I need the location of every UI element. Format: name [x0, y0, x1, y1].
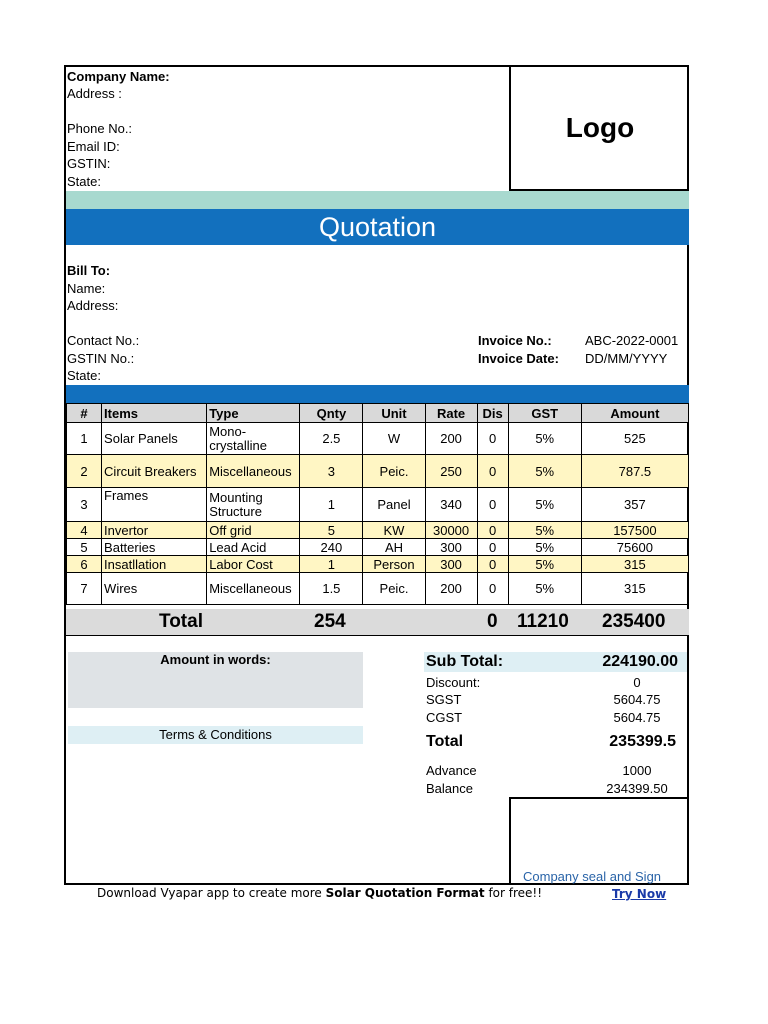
table-row	[67, 539, 689, 556]
cell-type: Miscellaneous	[207, 573, 300, 605]
sgst-label: SGST	[426, 692, 462, 707]
grand-total-label: Total	[426, 733, 464, 750]
cell-amount: 75600	[581, 539, 688, 556]
company-gstin-label: GSTIN:	[67, 156, 111, 171]
col-header-amount: Amount	[581, 404, 688, 423]
cell-gst: 5%	[508, 556, 581, 573]
cell-item: Insatllation	[102, 556, 207, 573]
cell-gst: 5%	[508, 539, 581, 556]
col-header-type: Type	[207, 404, 300, 423]
advance-value: 1000	[622, 763, 652, 778]
cell-unit: AH	[363, 539, 425, 556]
cell-number: 4	[67, 522, 102, 539]
total-row	[66, 609, 689, 636]
cell-type: Lead Acid	[207, 539, 300, 556]
cell-unit: Person	[363, 556, 425, 573]
cell-number: 1	[67, 423, 102, 455]
cell-rate: 200	[425, 573, 477, 605]
total-qnty: 254	[314, 611, 346, 632]
col-header-items: Items	[102, 404, 207, 423]
cell-dis: 0	[477, 539, 508, 556]
total-dis: 0	[487, 611, 498, 632]
seal-label: Company seal and Sign	[523, 869, 662, 884]
subtotal-value: 224190.00	[602, 653, 678, 670]
bill-to-heading: Bill To:	[67, 263, 111, 278]
cell-unit: Peic.	[363, 455, 425, 488]
bill-to-address-label: Address:	[67, 298, 119, 313]
cell-amount: 157500	[581, 522, 688, 539]
table-row	[67, 488, 689, 522]
cell-rate: 340	[425, 488, 477, 522]
table-row	[67, 455, 689, 488]
company-state-label: State:	[67, 174, 101, 189]
cell-number: 3	[67, 488, 102, 522]
cell-item: Circuit Breakers	[102, 455, 207, 488]
footer-post: for free!!	[484, 886, 543, 900]
cell-type: Mounting Structure	[207, 488, 300, 522]
bill-to-state-label: State:	[67, 368, 101, 383]
bill-to-name-label: Name:	[67, 281, 106, 296]
table-row	[67, 556, 689, 573]
cell-number: 2	[67, 455, 102, 488]
cell-qnty: 3	[300, 455, 363, 488]
footer-bold: Solar Quotation Format	[325, 886, 485, 900]
cell-number: 5	[67, 539, 102, 556]
cell-rate: 250	[425, 455, 477, 488]
cell-type: Mono-crystalline	[207, 423, 300, 455]
cell-gst: 5%	[508, 488, 581, 522]
grand-total-value: 235399.5	[609, 733, 676, 750]
total-gst: 11210	[517, 611, 569, 632]
col-header-gst: GST	[508, 404, 581, 423]
cell-unit: Peic.	[363, 573, 425, 605]
company-email-label: Email ID:	[67, 139, 120, 154]
cell-item: Frames	[102, 488, 207, 522]
cell-number: 7	[67, 573, 102, 605]
col-header-dis: Dis	[477, 404, 508, 423]
cell-dis: 0	[477, 522, 508, 539]
cell-amount: 525	[581, 423, 688, 455]
cell-rate: 300	[425, 539, 477, 556]
terms-label: Terms & Conditions	[159, 727, 272, 742]
amount-in-words-box	[68, 652, 363, 708]
cell-item: Wires	[102, 573, 207, 605]
cgst-value: 5604.75	[613, 710, 661, 725]
cgst-label: CGST	[426, 710, 463, 725]
cell-amount: 315	[581, 556, 688, 573]
company-phone-label: Phone No.:	[67, 121, 133, 136]
cell-item: Batteries	[102, 539, 207, 556]
invoice-number-value: ABC-2022-0001	[585, 333, 679, 348]
amount-in-words-label: Amount in words:	[160, 652, 271, 667]
col-header-number: #	[67, 404, 102, 423]
discount-value: 0	[633, 675, 641, 690]
quotation-sheet	[64, 65, 689, 885]
terms-band	[68, 726, 363, 744]
cell-unit: Panel	[363, 488, 425, 522]
cell-number: 6	[67, 556, 102, 573]
blue-band	[66, 385, 689, 403]
footer-text	[97, 886, 542, 900]
cell-type: Off grid	[207, 522, 300, 539]
table-row	[67, 522, 689, 539]
cell-gst: 5%	[508, 573, 581, 605]
discount-label: Discount:	[426, 675, 481, 690]
cell-gst: 5%	[508, 455, 581, 488]
advance-label: Advance	[426, 763, 477, 778]
balance-value: 234399.50	[606, 781, 668, 796]
logo-text: Logo	[565, 112, 635, 143]
col-header-rate: Rate	[425, 404, 477, 423]
logo-placeholder	[509, 67, 689, 191]
balance-label: Balance	[426, 781, 473, 796]
cell-dis: 0	[477, 488, 508, 522]
cell-qnty: 1	[300, 556, 363, 573]
bill-to-contact-label: Contact No.:	[67, 333, 140, 348]
cell-type: Miscellaneous	[207, 455, 300, 488]
cell-unit: W	[363, 423, 425, 455]
cell-item: Solar Panels	[102, 423, 207, 455]
cell-qnty: 1	[300, 488, 363, 522]
cell-type: Labor Cost	[207, 556, 300, 573]
cell-gst: 5%	[508, 423, 581, 455]
cell-dis: 0	[477, 455, 508, 488]
page-title: Quotation	[66, 209, 689, 245]
company-address-label: Address :	[67, 86, 122, 101]
invoice-date-value: DD/MM/YYYY	[585, 351, 668, 366]
sgst-value: 5604.75	[613, 692, 661, 707]
cell-qnty: 5	[300, 522, 363, 539]
subtotal-label: Sub Total:	[426, 653, 504, 670]
cell-gst: 5%	[508, 522, 581, 539]
cell-qnty: 2.5	[300, 423, 363, 455]
items-table	[66, 403, 689, 605]
table-header-row	[67, 404, 689, 423]
cell-dis: 0	[477, 556, 508, 573]
cell-rate: 30000	[425, 522, 477, 539]
cell-qnty: 240	[300, 539, 363, 556]
cell-unit: KW	[363, 522, 425, 539]
cell-amount: 787.5	[581, 455, 688, 488]
cell-item: Invertor	[102, 522, 207, 539]
seal-box	[509, 797, 689, 885]
col-header-qnty: Qnty	[300, 404, 363, 423]
cell-qnty: 1.5	[300, 573, 363, 605]
footer-pre: Download Vyapar app to create more	[97, 886, 326, 900]
cell-amount: 315	[581, 573, 688, 605]
table-row	[67, 573, 689, 605]
try-now-link[interactable]: Try Now	[612, 887, 667, 901]
table-row	[67, 423, 689, 455]
invoice-date-label: Invoice Date:	[478, 351, 559, 366]
cell-dis: 0	[477, 423, 508, 455]
cell-amount: 357	[581, 488, 688, 522]
col-header-unit: Unit	[363, 404, 425, 423]
bill-to-gstin-label: GSTIN No.:	[67, 351, 135, 366]
cell-dis: 0	[477, 573, 508, 605]
cell-rate: 200	[425, 423, 477, 455]
total-amount: 235400	[602, 611, 666, 632]
invoice-number-label: Invoice No.:	[478, 333, 552, 348]
teal-band	[66, 191, 689, 209]
company-name-label: Company Name:	[67, 69, 170, 84]
total-label: Total	[159, 611, 203, 632]
cell-rate: 300	[425, 556, 477, 573]
